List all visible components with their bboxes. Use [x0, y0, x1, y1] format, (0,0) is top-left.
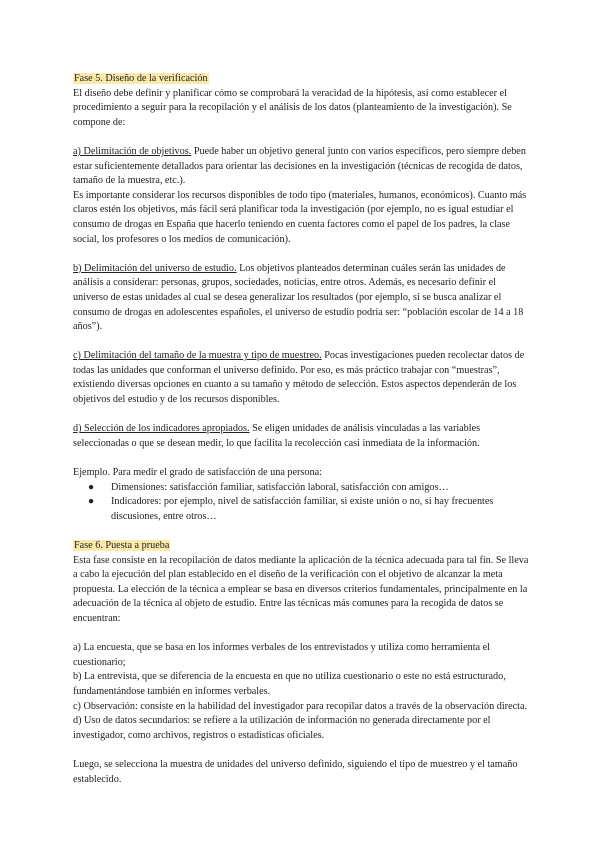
paragraph-c-title: c) Delimitación del tamaño de la muestra y tipo de muestreo.: [73, 350, 322, 362]
list-item: ● Indicadores: por ejemplo, nivel de satisfacción familiar, si existe unión o no, si hay frecuentes discusiones, entre otros…: [88, 496, 494, 522]
paragraph-a-title: a) Delimitación de objetivos.: [73, 145, 192, 157]
technique-item: a) La encuesta, que se basa en los informes verbales de los entrevistados y utiliza como herramienta el cuestionario;: [73, 642, 490, 668]
paragraph-b: [73, 262, 533, 335]
example-line: Ejemplo. Para medir el grado de satisfacción de una persona:: [73, 467, 322, 479]
paragraph-b-text: Los objetivos planteados determinan cuáles serán las unidades de análisis a considerar: personas, grupos, sociedades, noticias, entre otros. Además, es necesario definir el universo de estas unidades al cual se desea generalizar los resultados (por ejemplo, si se busca analizar el consumo de drogas en adolescentes españoles, el universo de estudio podría ser: “población escolar de 14 a 18 años”).: [73, 262, 524, 333]
paragraph-c-text: Pocas investigaciones pueden recolectar datos de todas las unidades que conforman el universo definido. Por eso, es más práctico trabajar con “muestras”, existiendo diversas opciones en cuanto a su tamaño y método de selección. Estos aspectos dependerán de los objetivos del estudio y de los recursos disponibles.: [73, 350, 525, 406]
bullet-icon: ●: [88, 496, 95, 508]
section-heading-fase6: Fase 6. Puesta a prueba: [74, 540, 170, 551]
paragraph-b-title: b) Delimitación del universo de estudio.: [73, 262, 237, 274]
paragraph-d: [73, 422, 533, 451]
closing-paragraph: Luego, se selecciona la muestra de unidades del universo definido, siguiendo el tipo de muestreo y el tamaño establecido.: [73, 758, 518, 785]
bullet-icon: ●: [88, 481, 95, 493]
paragraph-d-text: Se eligen unidades de análisis vinculadas a las variables seleccionadas o que se desean medir, lo que facilita la recolección casi inmediata de la información.: [73, 423, 481, 449]
technique-item: b) La entrevista, que se diferencia de la encuesta en que no utiliza cuestionario o este no está estructurado, fundamentándose también en informes verbales.: [73, 671, 506, 697]
paragraph-a-text: Puede haber un objetivo general junto con varios específicos, pero siempre deben estar suficientemente detallados para orientar las decisiones en la investigación (técnicas de recogida de datos, tamaño de la muestra, etc.).: [73, 145, 526, 187]
fase5-intro: El diseño debe definir y planificar cómo se comprobará la veracidad de la hipótesis, así como establecer el procedimiento a seguir para la recopilación y el análisis de los datos (planteamiento de la investigación). Se compone de:: [73, 87, 512, 128]
fase6-intro: Esta fase consiste en la recopilación de datos mediante la aplicación de la técnica adecuada para tal fin. Se lleva a cabo la ejecución del plan establecido en el diseño de la verificación con el objetivo de alcanzar la meta propuesta. La elección de la técnica a emplear se basa en diversos criterios fundamentales, principalmente en la adecuación de la técnica al objeto de estudio. Entre las técnicas más comunes para la recogida de datos se encuentran:: [73, 554, 529, 624]
list-item: ● Dimensiones: satisfacción familiar, satisfacción laboral, satisfacción con amigos…: [73, 481, 533, 496]
paragraph-a-continued: Es importante considerar los recursos disponibles de todo tipo (materiales, humanos, económicos). Cuanto más claros estén los objetivos, más fácil será planificar toda la investigación (por ejemplo, no es igual estudiar el consumo de drogas en España que hacerlo teniendo en cuenta factores como el papel de los padres, la clase social, los profesores o los medios de comunicación).: [73, 189, 527, 245]
document-content: [73, 72, 533, 787]
technique-item: c) Observación: consiste en la habilidad del investigador para recopilar datos a través de la observación directa.: [73, 700, 528, 712]
technique-item: d) Uso de datos secundarios: se refiere a la utilización de información no generada directamente por el investigador, como archivos, registros o estadísticas oficiales.: [73, 715, 491, 741]
paragraph-d-title: d) Selección de los indicadores apropiados.: [73, 423, 250, 435]
paragraph-c: [73, 349, 533, 407]
example-bullet-list: [73, 481, 533, 525]
paragraph-a: [73, 145, 533, 189]
section-heading-fase5: Fase 5. Diseño de la verificación: [74, 73, 208, 84]
